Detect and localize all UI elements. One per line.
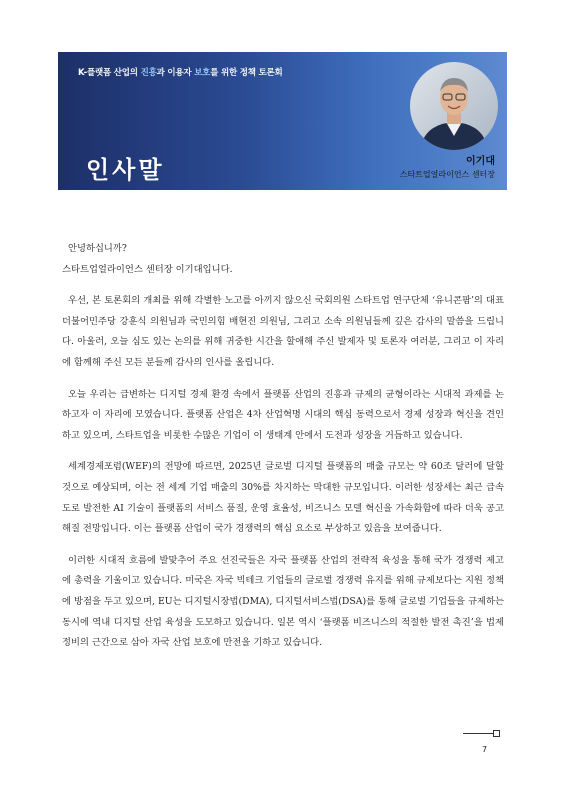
letter-body bbox=[62, 239, 504, 665]
speaker-photo bbox=[410, 62, 498, 150]
speaker-name: 이기대 bbox=[466, 156, 495, 167]
paragraph: 우선, 본 토론회의 개최를 위해 각별한 노고를 아끼지 않으신 국회의원 스타트업 연구단체 ‘유니콘팜’의 대표 더불어민주당 강훈식 의원님과 국민의힘 배현진 의원님, 그리고 소속 의원님들께 깊은 감사의 말씀을 드립니다. 아울러, 오늘 심도 있는 논의를 위해 귀중한 시간을 할애해 주신 발제자 및 토론자 여러분, 그리고 이 자리에 함께해 주신 모든 분들께 감사의 인사를 올립니다. bbox=[62, 295, 504, 368]
footer-decoration-square bbox=[493, 730, 500, 737]
paragraph: 세계경제포럼(WEF)의 전망에 따르면, 2025년 글로벌 디지털 플랫폼의 매출 규모는 약 60조 달러에 달할 것으로 예상되며, 이는 전 세계 기업 매출의 30%를 차지하는 막대한 규모입니다. 이러한 성장세는 최근 급속도로 발전한 AI 기술이 플랫폼의 서비스 품질, 운영 효율성, 비즈니스 모델 혁신을 가속화함에 따라 더욱 공고해질 전망입니다. 이는 플랫폼 산업이 국가 경쟁력의 핵심 요소로 부상하고 있음을 보여줍니다. bbox=[62, 461, 504, 535]
page-title: 인사말 bbox=[86, 156, 165, 184]
greeting-line: 스타트업얼라이언스 센터장 이기대입니다. bbox=[62, 263, 233, 275]
greeting bbox=[62, 239, 504, 280]
paragraph: 이러한 시대적 흐름에 발맞추어 주요 선진국들은 자국 플랫폼 산업의 전략적 육성을 통해 국가 경쟁력 제고에 총력을 기울이고 있습니다. 미국은 자국 빅테크 기업들의 글로벌 경쟁력 유지를 위해 규제보다는 지원 정책에 방점을 두고 있으며, EU는 디지털시장법(DMA), 디지털서비스법(DSA)를 통해 글로벌 기업들을 규제하는 동시에 역내 디지털 산업 육성을 도모하고 있습니다. 일본 역시 ‘플랫폼 비즈니스의 적절한 발전 촉진’을 법제 정비의 근간으로 삼아 자국 산업 보호에 만전을 기하고 있습니다. bbox=[62, 554, 504, 649]
speaker-affiliation: 스타트업얼라이언스 센터장 bbox=[399, 170, 495, 179]
greeting-line: 안녕하십니까? bbox=[68, 243, 127, 254]
header-banner bbox=[58, 52, 507, 190]
footer-decoration-line bbox=[463, 733, 493, 734]
event-subtitle: K-플랫폼 산업의 진흥과 이용자 보호를 위한 정책 토론회 bbox=[78, 68, 283, 78]
paragraph: 오늘 우리는 급변하는 디지털 경제 환경 속에서 플랫폼 산업의 진흥과 규제의 균형이라는 시대적 과제를 논하고자 이 자리에 모였습니다. 플랫폼 산업은 4차 산업혁명 시대의 핵심 동력으로서 경제 성장과 혁신을 견인하고 있으며, 스타트업을 비롯한 수많은 기업이 이 생태계 안에서 도전과 성장을 거듭하고 있습니다. bbox=[62, 388, 504, 441]
page-number: 7 bbox=[482, 745, 488, 754]
